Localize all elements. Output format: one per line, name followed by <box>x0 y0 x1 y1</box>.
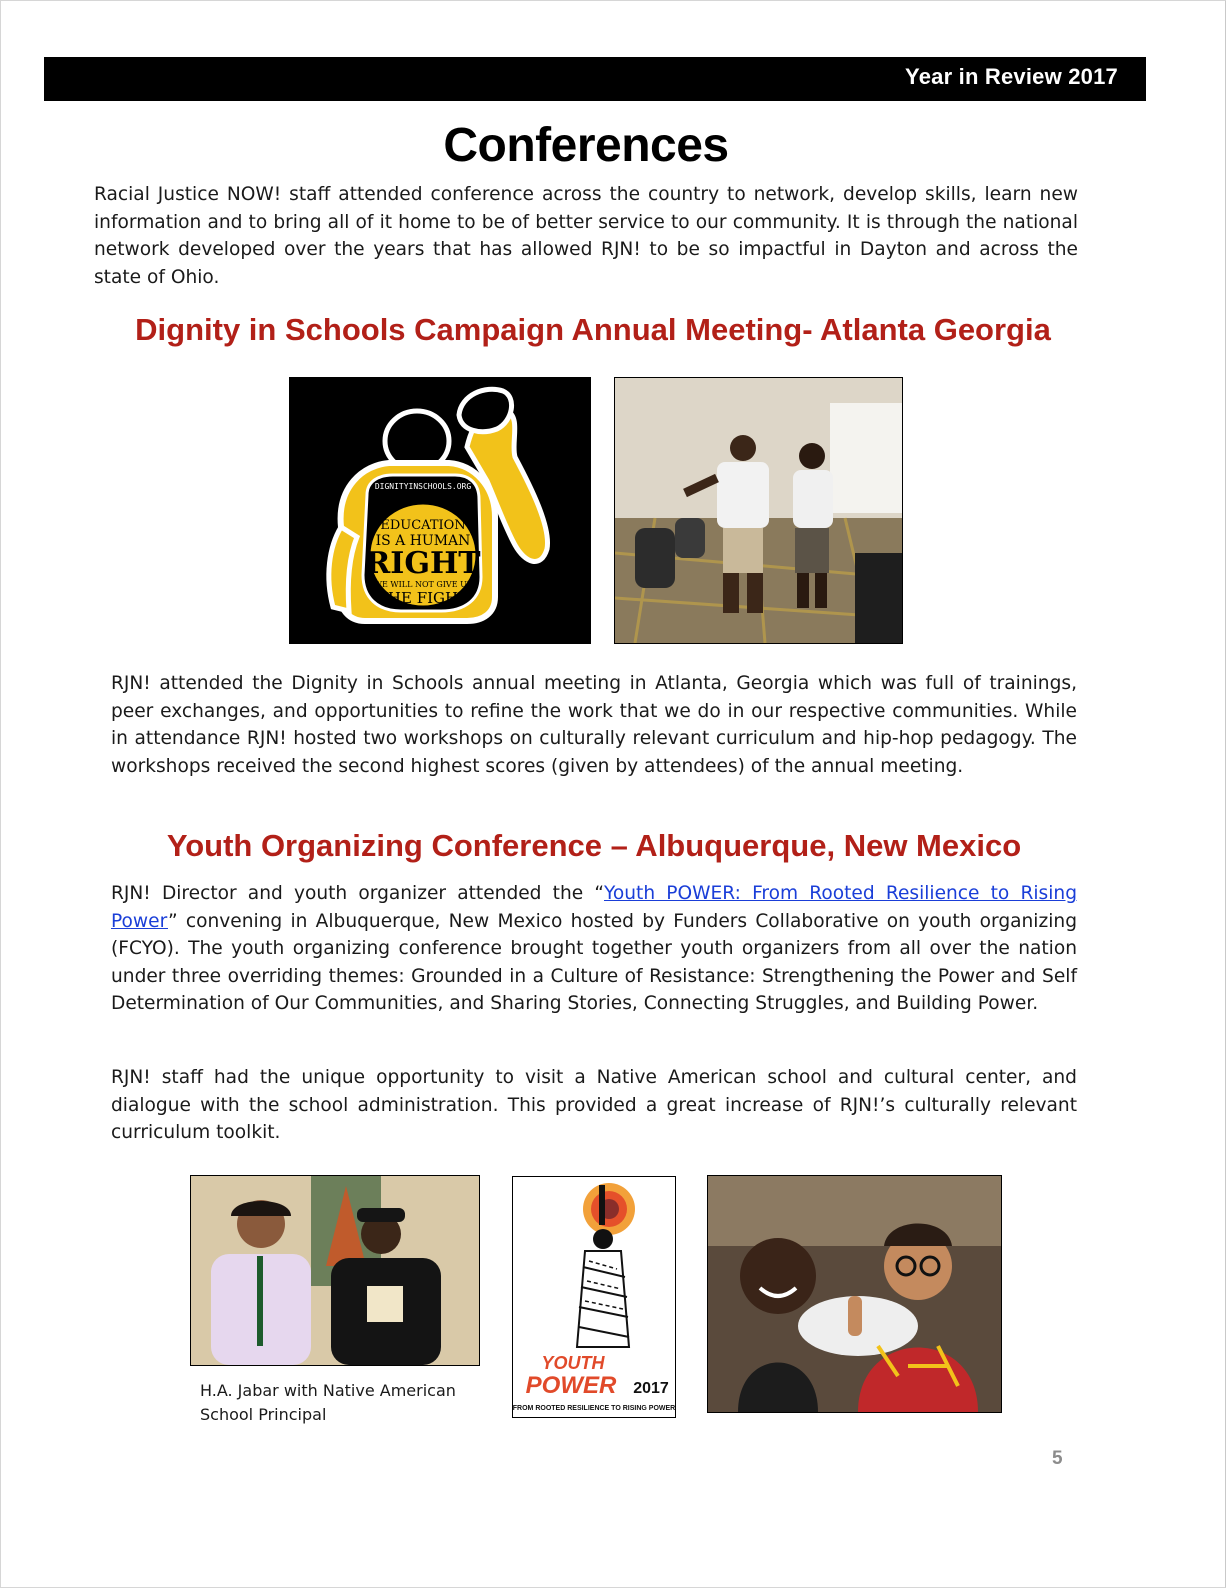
logo-line-give-up: WE WILL NOT GIVE UP <box>373 580 473 589</box>
logo-line-education: EDUCATION <box>380 518 466 533</box>
page-number: 5 <box>1052 1448 1063 1469</box>
workshop-scene-illustration <box>615 378 902 643</box>
logo-tagline: FROM ROOTED RESILIENCE TO RISING POWER <box>513 1405 675 1412</box>
youth-power-figure-illustration <box>513 1177 675 1417</box>
staff-paragraph: RJN! staff had the unique opportunity to visit a Native American school and cultural center, and dialogue with the school administration. This provided a great increase of RJN!’s culturally relevant curriculum toolkit. <box>111 1067 1077 1143</box>
section-heading-dignity: Dignity in Schools Campaign Annual Meeting- Atlanta Georgia <box>135 312 1051 347</box>
two-men-portrait-illustration <box>191 1176 479 1365</box>
youth-paragraph <box>111 880 1077 1018</box>
principal-photo <box>190 1175 480 1366</box>
youth-power-logo <box>512 1176 676 1418</box>
page-title: Conferences <box>443 119 729 172</box>
dignity-in-schools-logo <box>289 377 591 644</box>
raised-fist-figure-illustration <box>289 377 591 644</box>
logo-year: 2017 <box>633 1380 669 1397</box>
youth-power-link[interactable]: Youth POWER: From Rooted Resilience to Rising Power <box>111 883 1077 932</box>
logo-line-right: RIGHT <box>365 546 481 581</box>
logo-line-human: IS A HUMAN <box>375 533 471 549</box>
dignity-paragraph: RJN! attended the Dignity in Schools annual meeting in Atlanta, Georgia which was full of trainings, peer exchanges, and opportunities to refine the work that we do in our respective communities. While in attendance RJN! hosted two workshops on culturally relevant curriculum and hip-hop pedagogy. The workshops received the second highest scores (given by attendees) of the annual meeting. <box>111 673 1077 777</box>
youth-text-before-link: RJN! Director and youth organizer attended the “ <box>111 883 604 904</box>
workshop-photo <box>614 377 903 644</box>
principal-photo-caption: H.A. Jabar with Native American School Principal <box>200 1381 456 1424</box>
intro-paragraph: Racial Justice NOW! staff attended conference across the country to network, develop skills, learn new information and to bring all of it home to be of better service to our community. It is through the national network developed over the years that has allowed RJN! to be so impactful in Dayton and across the state of Ohio. <box>94 184 1078 288</box>
header-label: Year in Review 2017 <box>905 64 1118 89</box>
two-men-selfie-illustration <box>708 1176 1001 1412</box>
youth-text-after-link: ” convening in Albuquerque, New Mexico hosted by Funders Collaborative on youth organizing (FCYO). The youth organizing conference brought together youth organizers from all over the nation under three overriding themes: Grounded in a Culture of Resistance: Strengthening the Power and Self Determination of Our Communities, and Sharing Stories, Connecting Struggles, and Building Power. <box>111 910 1077 1014</box>
logo-line-fight: THE FIGHT <box>377 589 469 607</box>
logo-youth-word: YOUTH <box>541 1353 605 1373</box>
selfie-photo <box>707 1175 1002 1413</box>
logo-power-word: POWER <box>525 1372 617 1399</box>
header-bar <box>44 57 1146 101</box>
logo-site-text: DIGNITYINSCHOOLS.ORG <box>374 482 472 491</box>
section-heading-youth: Youth Organizing Conference – Albuquerque, New Mexico <box>166 828 1022 863</box>
